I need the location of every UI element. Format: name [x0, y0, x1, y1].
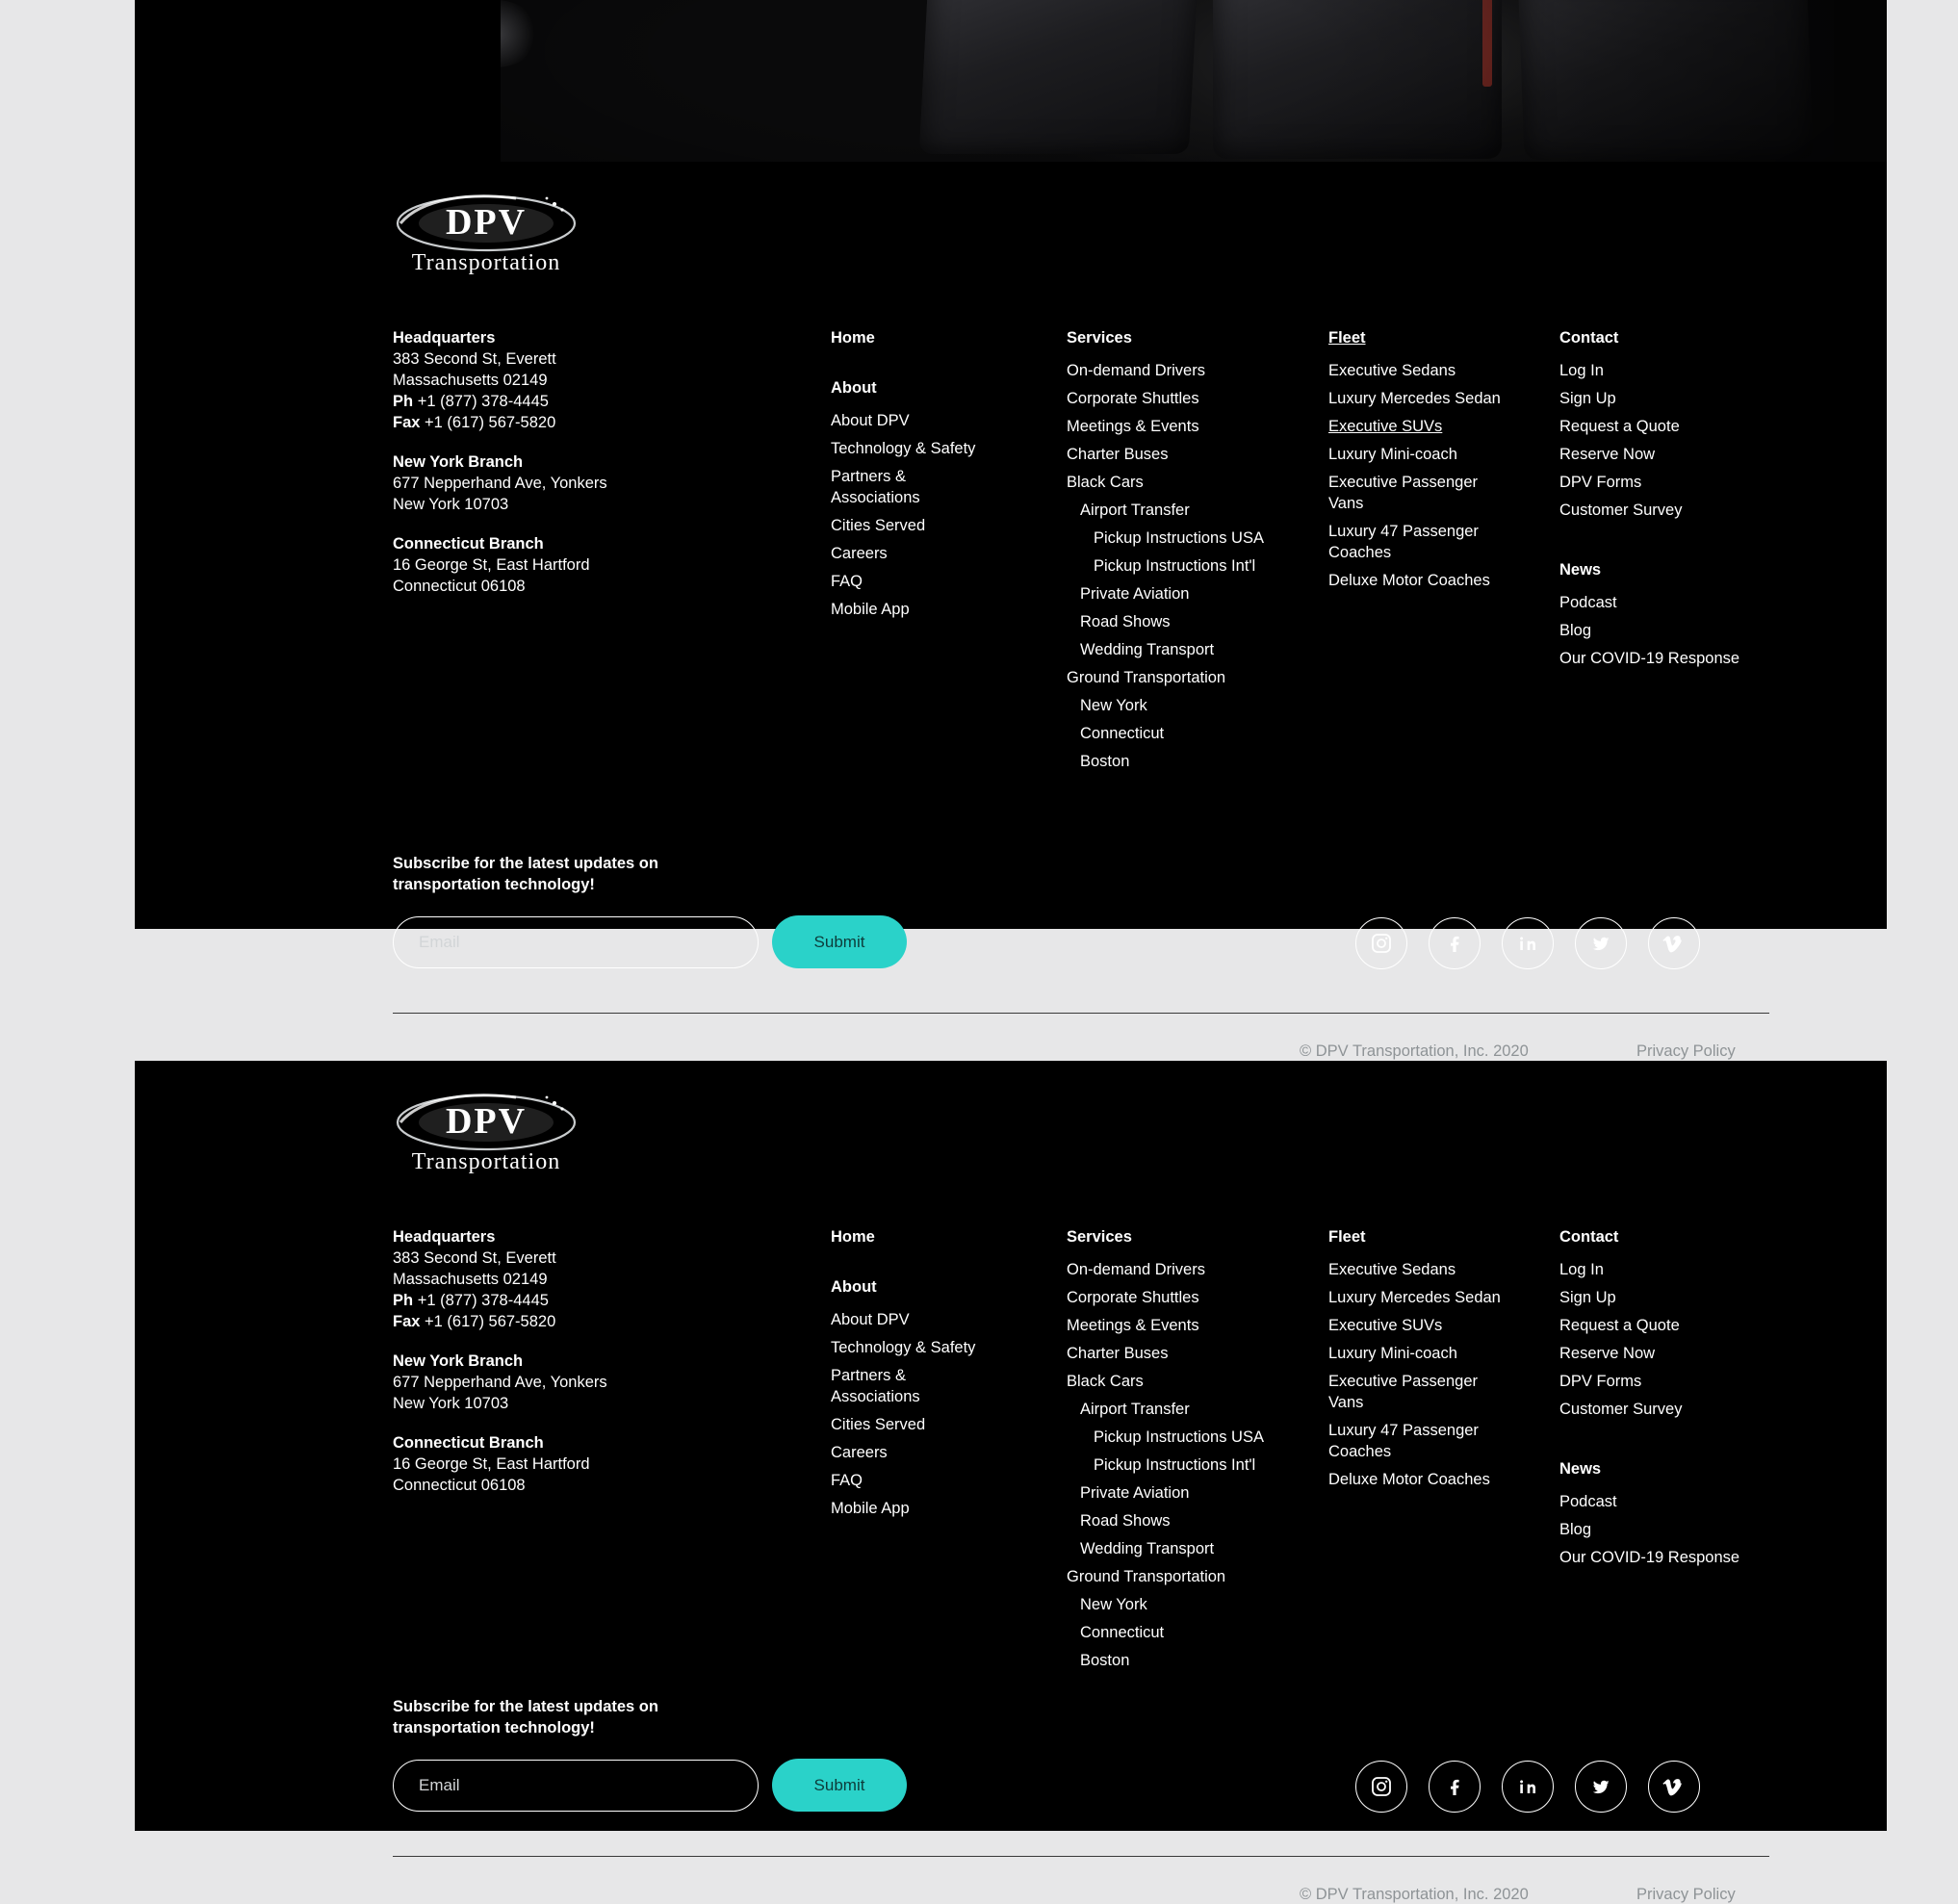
footer-nav-services	[1067, 1226, 1293, 1678]
nav-item-cities-served[interactable]: Cities Served	[831, 1416, 926, 1433]
ct-branch-title: Connecticut Branch	[393, 1434, 544, 1452]
svg-text:Transportation: Transportation	[411, 1149, 561, 1174]
nav-item-private-aviation[interactable]: Private Aviation	[1080, 585, 1190, 603]
privacy-policy-link[interactable]: Privacy Policy	[1636, 1886, 1736, 1903]
nav-item-luxury-47-passenger-coaches[interactable]: Luxury 47 Passenger Coaches	[1328, 1422, 1479, 1460]
nav-fleet-heading[interactable]: Fleet	[1328, 1228, 1366, 1246]
ny-branch-line2: New York 10703	[393, 496, 509, 513]
nav-item-cities-served[interactable]: Cities Served	[831, 517, 926, 534]
twitter-icon[interactable]	[1575, 917, 1627, 969]
phone-value[interactable]: +1 (877) 378-4445	[417, 393, 549, 410]
site-footer-bottom	[135, 1061, 1887, 1903]
nav-item-executive-sedans[interactable]: Executive Sedans	[1328, 1261, 1456, 1278]
nav-item-executive-suvs[interactable]: Executive SUVs	[1328, 1317, 1443, 1334]
social-links	[1355, 1761, 1700, 1813]
nav-item-partners-associations[interactable]: Partners & Associations	[831, 1367, 920, 1405]
nav-item-luxury-mercedes-sedan[interactable]: Luxury Mercedes Sedan	[1328, 1289, 1501, 1306]
footer-divider	[393, 1856, 1769, 1857]
nav-item-pickup-instructions-intl[interactable]: Pickup Instructions Int'l	[1094, 557, 1256, 575]
nav-about-heading[interactable]: About	[831, 1278, 877, 1296]
nav-item-sign-up[interactable]: Sign Up	[1559, 1289, 1616, 1306]
footer-nav-services	[1067, 327, 1293, 779]
ny-branch-line2: New York 10703	[393, 1395, 509, 1412]
email-input[interactable]	[393, 1760, 759, 1812]
nav-item-new-york[interactable]: New York	[1080, 1596, 1147, 1613]
spacer	[831, 360, 985, 377]
nav-item-sign-up[interactable]: Sign Up	[1559, 390, 1616, 407]
nav-item-on-demand-drivers[interactable]: On-demand Drivers	[1067, 1261, 1205, 1278]
nav-item-executive-passenger-vans[interactable]: Executive Passenger Vans	[1328, 1373, 1479, 1411]
nav-item-airport-transfer[interactable]: Airport Transfer	[1080, 1401, 1190, 1418]
nav-item-podcast[interactable]: Podcast	[1559, 594, 1617, 611]
nav-item-private-aviation[interactable]: Private Aviation	[1080, 1484, 1190, 1502]
vimeo-icon[interactable]	[1648, 917, 1700, 969]
nav-item-faq[interactable]: FAQ	[831, 573, 863, 590]
svg-text:DPV: DPV	[445, 1101, 528, 1142]
hero-vehicle-interior-image	[135, 0, 1887, 162]
new-york-branch-block	[393, 1351, 643, 1414]
instagram-icon[interactable]	[1355, 1761, 1407, 1813]
nav-item-road-shows[interactable]: Road Shows	[1080, 613, 1171, 630]
nav-item-pickup-instructions-usa[interactable]: Pickup Instructions USA	[1094, 1428, 1264, 1446]
nav-item-podcast[interactable]: Podcast	[1559, 1493, 1617, 1510]
vimeo-icon[interactable]	[1648, 1761, 1700, 1813]
nav-item-boston[interactable]: Boston	[1080, 1652, 1130, 1669]
nav-item-log-in[interactable]: Log In	[1559, 362, 1604, 379]
headquarters-line2: Massachusetts 02149	[393, 372, 548, 389]
dpv-logo[interactable]	[393, 191, 580, 282]
nav-item-request-a-quote[interactable]: Request a Quote	[1559, 1317, 1680, 1334]
headquarters-line2: Massachusetts 02149	[393, 1271, 548, 1288]
ny-branch-line1: 677 Nepperhand Ave, Yonkers	[393, 1374, 607, 1391]
nav-item-connecticut[interactable]: Connecticut	[1080, 725, 1165, 742]
instagram-icon[interactable]	[1355, 917, 1407, 969]
nav-contact-heading[interactable]: Contact	[1559, 1228, 1619, 1246]
new-york-branch-block	[393, 451, 643, 515]
connecticut-branch-block	[393, 1432, 643, 1496]
subscribe-title: Subscribe for the latest updates on transportation technology!	[393, 855, 658, 893]
footer-nav-contact	[1559, 327, 1771, 676]
site-footer-top	[135, 0, 1887, 1060]
ny-branch-title: New York Branch	[393, 453, 524, 471]
phone-row	[393, 1290, 643, 1311]
copyright-text: © DPV Transportation, Inc. 2020	[1300, 1886, 1529, 1903]
nav-item-new-york[interactable]: New York	[1080, 697, 1147, 714]
hero-left-mask	[135, 0, 501, 162]
nav-item-black-cars[interactable]: Black Cars	[1067, 1373, 1144, 1390]
fax-value: +1 (617) 567-5820	[425, 1313, 556, 1330]
nav-item-luxury-mini-coach[interactable]: Luxury Mini-coach	[1328, 1345, 1457, 1362]
nav-item-reserve-now[interactable]: Reserve Now	[1559, 446, 1656, 463]
nav-services-heading[interactable]: Services	[1067, 329, 1132, 347]
spacer	[831, 1259, 985, 1276]
nav-item-luxury-47-passenger-coaches[interactable]: Luxury 47 Passenger Coaches	[1328, 523, 1479, 561]
facebook-icon[interactable]	[1429, 1761, 1481, 1813]
nav-item-corporate-shuttles[interactable]: Corporate Shuttles	[1067, 1289, 1199, 1306]
nav-item-technology-safety[interactable]: Technology & Safety	[831, 440, 976, 457]
nav-item-partners-associations[interactable]: Partners & Associations	[831, 468, 920, 506]
nav-about-heading[interactable]: About	[831, 379, 877, 397]
privacy-policy-link[interactable]: Privacy Policy	[1636, 1042, 1736, 1060]
svg-text:Transportation: Transportation	[411, 250, 561, 275]
footer-nav-home	[831, 327, 985, 627]
nav-item-careers[interactable]: Careers	[831, 545, 888, 562]
nav-item-luxury-mercedes-sedan[interactable]: Luxury Mercedes Sedan	[1328, 390, 1501, 407]
headquarters-block	[393, 1226, 643, 1332]
linkedin-icon[interactable]	[1502, 1761, 1554, 1813]
headquarters-line1: 383 Second St, Everett	[393, 1249, 556, 1267]
nav-home-link[interactable]: Home	[831, 329, 875, 347]
headquarters-block	[393, 327, 643, 433]
nav-item-covid-response[interactable]: Our COVID-19 Response	[1559, 650, 1740, 667]
nav-item-request-a-quote[interactable]: Request a Quote	[1559, 418, 1680, 435]
fax-label: Fax	[393, 1313, 421, 1330]
nav-item-meetings-events[interactable]: Meetings & Events	[1067, 418, 1199, 435]
nav-item-blog[interactable]: Blog	[1559, 1521, 1592, 1538]
headquarters-title: Headquarters	[393, 1228, 496, 1246]
subscribe-form	[393, 1759, 907, 1812]
ct-branch-line2: Connecticut 06108	[393, 578, 526, 595]
nav-item-charter-buses[interactable]: Charter Buses	[1067, 446, 1169, 463]
submit-button[interactable]: Submit	[772, 915, 907, 968]
headquarters-line1: 383 Second St, Everett	[393, 350, 556, 368]
hero-right-mask	[1834, 0, 1887, 162]
nav-item-mobile-app[interactable]: Mobile App	[831, 601, 910, 618]
phone-label: Ph	[393, 1292, 414, 1309]
fax-value: +1 (617) 567-5820	[425, 414, 556, 431]
footer-nav-home	[831, 1226, 985, 1526]
twitter-icon[interactable]	[1575, 1761, 1627, 1813]
nav-item-about-dpv[interactable]: About DPV	[831, 412, 910, 429]
ct-branch-line2: Connecticut 06108	[393, 1477, 526, 1494]
nav-item-pickup-instructions-intl[interactable]: Pickup Instructions Int'l	[1094, 1456, 1256, 1474]
facebook-icon[interactable]	[1429, 917, 1481, 969]
nav-item-ground-transportation[interactable]: Ground Transportation	[1067, 669, 1226, 686]
ct-branch-line1: 16 George St, East Hartford	[393, 556, 590, 574]
nav-item-blog[interactable]: Blog	[1559, 622, 1592, 639]
nav-item-covid-response[interactable]: Our COVID-19 Response	[1559, 1549, 1740, 1566]
nav-item-customer-survey[interactable]: Customer Survey	[1559, 502, 1683, 519]
footer-nav-contact	[1559, 1226, 1771, 1575]
subscribe-title: Subscribe for the latest updates on transportation technology!	[393, 1698, 658, 1737]
fax-label: Fax	[393, 414, 421, 431]
footer-divider	[393, 1013, 1769, 1014]
social-links	[1355, 917, 1700, 969]
nav-item-wedding-transport[interactable]: Wedding Transport	[1080, 1540, 1215, 1557]
nav-item-reserve-now[interactable]: Reserve Now	[1559, 1345, 1656, 1362]
phone-label: Ph	[393, 393, 414, 410]
footer-nav-fleet	[1328, 327, 1511, 598]
copyright-text: © DPV Transportation, Inc. 2020	[1300, 1042, 1529, 1060]
subscribe-form	[393, 915, 907, 968]
nav-item-boston[interactable]: Boston	[1080, 753, 1130, 770]
headquarters-title: Headquarters	[393, 329, 496, 347]
nav-item-charter-buses[interactable]: Charter Buses	[1067, 1345, 1169, 1362]
ny-branch-title: New York Branch	[393, 1352, 524, 1370]
nav-item-about-dpv[interactable]: About DPV	[831, 1311, 910, 1328]
nav-item-mobile-app[interactable]: Mobile App	[831, 1500, 910, 1517]
nav-item-faq[interactable]: FAQ	[831, 1472, 863, 1489]
nav-services-heading[interactable]: Services	[1067, 1228, 1132, 1246]
nav-item-meetings-events[interactable]: Meetings & Events	[1067, 1317, 1199, 1334]
ny-branch-line1: 677 Nepperhand Ave, Yonkers	[393, 475, 607, 492]
nav-news-heading[interactable]: News	[1559, 561, 1602, 579]
nav-fleet-heading[interactable]: Fleet	[1328, 329, 1366, 347]
nav-item-log-in[interactable]: Log In	[1559, 1261, 1604, 1278]
footer-nav-fleet	[1328, 1226, 1511, 1497]
nav-item-dpv-forms[interactable]: DPV Forms	[1559, 474, 1642, 491]
fax-row	[393, 1311, 643, 1332]
nav-item-executive-sedans[interactable]: Executive Sedans	[1328, 362, 1456, 379]
nav-item-dpv-forms[interactable]: DPV Forms	[1559, 1373, 1642, 1390]
footer-addresses	[393, 1226, 643, 1514]
nav-item-wedding-transport[interactable]: Wedding Transport	[1080, 641, 1215, 658]
ct-branch-line1: 16 George St, East Hartford	[393, 1455, 590, 1473]
nav-contact-heading[interactable]: Contact	[1559, 329, 1619, 347]
submit-button[interactable]: Submit	[772, 1759, 907, 1812]
nav-item-customer-survey[interactable]: Customer Survey	[1559, 1401, 1683, 1418]
email-input[interactable]	[393, 916, 759, 968]
nav-item-pickup-instructions-usa[interactable]: Pickup Instructions USA	[1094, 529, 1264, 547]
nav-item-on-demand-drivers[interactable]: On-demand Drivers	[1067, 362, 1205, 379]
nav-item-technology-safety[interactable]: Technology & Safety	[831, 1339, 976, 1356]
nav-news-heading[interactable]: News	[1559, 1460, 1602, 1478]
linkedin-icon[interactable]	[1502, 917, 1554, 969]
nav-home-link[interactable]: Home	[831, 1228, 875, 1246]
nav-item-deluxe-motor-coaches[interactable]: Deluxe Motor Coaches	[1328, 1471, 1490, 1488]
nav-item-corporate-shuttles[interactable]: Corporate Shuttles	[1067, 390, 1199, 407]
connecticut-branch-block	[393, 533, 643, 597]
ct-branch-title: Connecticut Branch	[393, 535, 544, 553]
svg-text:DPV: DPV	[445, 202, 528, 243]
dpv-logo[interactable]	[393, 1090, 580, 1181]
nav-item-road-shows[interactable]: Road Shows	[1080, 1512, 1171, 1530]
fax-row	[393, 412, 643, 433]
nav-item-executive-passenger-vans[interactable]: Executive Passenger Vans	[1328, 474, 1479, 512]
nav-item-connecticut[interactable]: Connecticut	[1080, 1624, 1165, 1641]
phone-row	[393, 391, 643, 412]
nav-item-executive-suvs[interactable]: Executive SUVs	[1328, 418, 1443, 435]
nav-item-airport-transfer[interactable]: Airport Transfer	[1080, 502, 1190, 519]
nav-item-black-cars[interactable]: Black Cars	[1067, 474, 1144, 491]
nav-item-careers[interactable]: Careers	[831, 1444, 888, 1461]
phone-value[interactable]: +1 (877) 378-4445	[417, 1292, 549, 1309]
footer-addresses	[393, 327, 643, 615]
nav-item-deluxe-motor-coaches[interactable]: Deluxe Motor Coaches	[1328, 572, 1490, 589]
nav-item-luxury-mini-coach[interactable]: Luxury Mini-coach	[1328, 446, 1457, 463]
nav-item-ground-transportation[interactable]: Ground Transportation	[1067, 1568, 1226, 1585]
